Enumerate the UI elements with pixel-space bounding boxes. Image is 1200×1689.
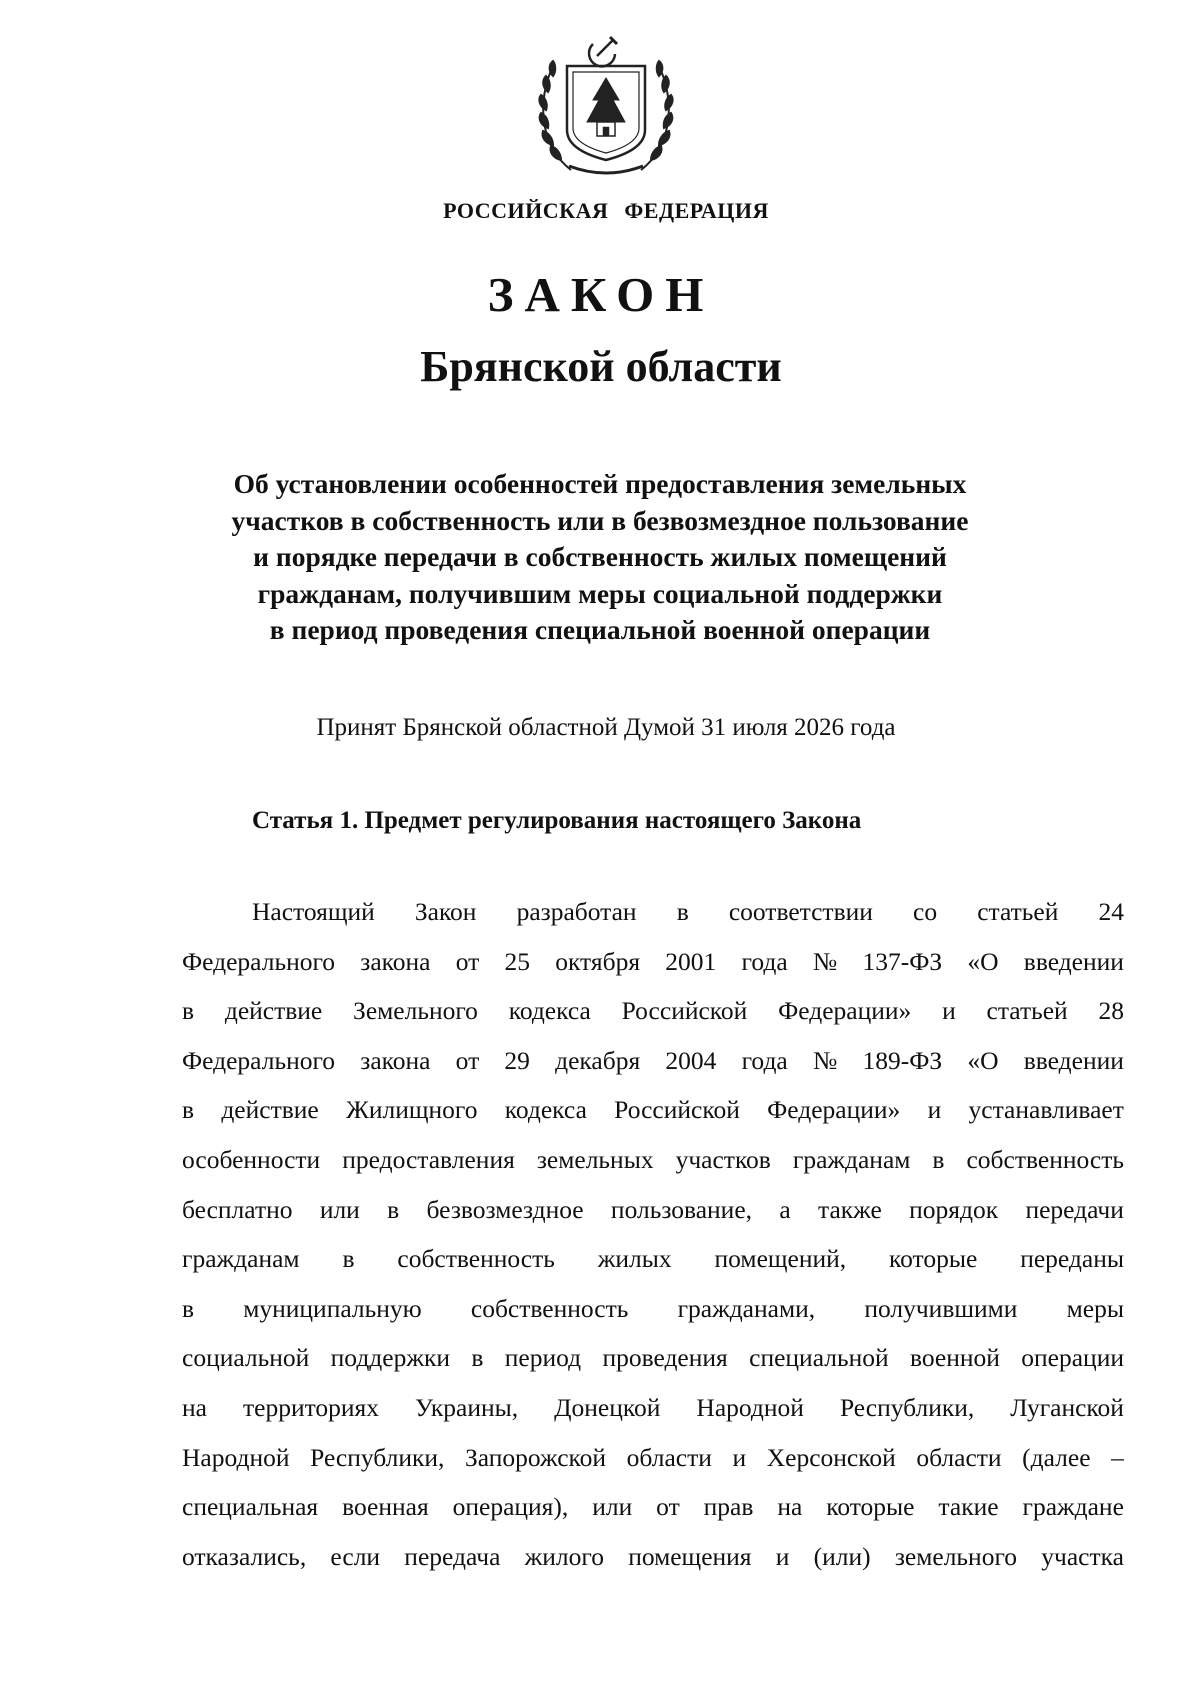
body-word: Федерального [182,946,336,976]
law-title-line: и порядке передачи в собственность жилых помещений [253,541,947,572]
body-word: Российской [621,996,748,1026]
body-word: № [812,946,838,976]
body-word: специальная [182,1492,319,1522]
body-word: в [182,996,195,1026]
body-word: которые [826,1492,915,1522]
body-word: действие [221,1095,319,1125]
body-word: Республики, [310,1442,445,1472]
body-word: кодекса [504,1095,587,1125]
body-word: операция), [452,1492,569,1522]
body-text-line [182,1293,1124,1343]
body-word: Федерации» [778,996,912,1026]
bryansk-coat-of-arms-icon [531,30,681,180]
body-word: прав [703,1492,754,1522]
law-title-line: Об установлении особенностей предоставления земельных [233,468,967,499]
body-text-line [182,1045,1124,1095]
body-word: военная [342,1492,429,1522]
body-word: Федерального [182,1045,336,1075]
body-word: отказались, [182,1541,307,1571]
body-text-line [182,946,1124,996]
body-word: от [656,1492,680,1522]
body-word: Российской [614,1095,740,1125]
law-title-line: гражданам, получившим меры социальной поддержки [257,577,943,609]
body-word: пользование, [610,1194,753,1224]
body-word: 24 [1098,897,1124,926]
body-word: поддержки [330,1343,450,1373]
body-word: статьей [977,897,1059,926]
body-text-line [182,1342,1124,1392]
body-word: октября [555,946,641,976]
body-word: помещения [628,1541,752,1571]
country-name: РОССИЙСКАЯ ФЕДЕРАЦИЯ [443,198,769,223]
body-word: Земельного [353,996,478,1026]
body-word: устанавливает [968,1095,1124,1125]
body-text-line [182,1243,1124,1293]
body-word: 2004 [665,1045,717,1075]
body-word: собственность [470,1293,629,1323]
body-word: в [676,897,689,926]
body-text-line [182,896,1124,946]
body-word: (далее [1022,1442,1091,1472]
body-word: переданы [1020,1244,1124,1274]
body-word: муниципальную [243,1293,422,1323]
body-word: 29 [504,1045,530,1075]
body-word: в [182,1293,195,1323]
body-word: или [592,1492,633,1522]
body-word: граждане [1022,1492,1124,1522]
body-word: Народной [182,1442,290,1472]
body-word: «О [967,1045,999,1075]
body-word: декабря [555,1045,641,1075]
body-word: проведения [602,1343,728,1373]
body-word: области [626,1442,712,1472]
body-word: такие [938,1492,999,1522]
body-word: передача [404,1541,501,1571]
region-heading: Брянской области [420,342,782,391]
body-word: и [942,996,956,1026]
law-title-line: участков в собственность или в безвозмездное пользование [231,504,969,536]
body-word: территориях [242,1392,380,1422]
body-word: Украины, [415,1392,519,1422]
body-word: кодекса [508,996,591,1026]
body-word: Федерации» [767,1095,901,1125]
body-word: в [387,1194,400,1224]
body-word: собственность [966,1144,1124,1174]
body-word: соответствии [728,897,873,926]
body-word: на [182,1392,207,1422]
body-text-line [182,1392,1124,1442]
body-word: жилых [597,1244,672,1274]
body-word: земельных [536,1144,654,1174]
body-word: в [342,1244,355,1274]
body-word: порядок [909,1194,999,1224]
body-word: от [455,1045,480,1075]
body-word: передачи [1025,1194,1124,1224]
body-word: Республики, [839,1392,975,1422]
body-word: № [812,1045,838,1075]
body-text-line [182,1144,1124,1194]
body-word: Донецкой [554,1392,661,1422]
body-word: получившими [864,1293,1018,1323]
body-word: специальной [749,1343,889,1373]
body-word: 28 [1098,996,1124,1026]
document-type-heading: ЗАКОН [487,267,715,322]
body-word: Херсонской [766,1442,896,1472]
body-word: 25 [504,946,531,976]
body-word: помещений, [714,1244,847,1274]
body-word: гражданам [182,1244,300,1274]
body-text-line [182,1442,1124,1492]
body-word: собственность [397,1244,555,1274]
body-word: Луганской [1010,1392,1124,1422]
body-word: или [319,1194,360,1224]
body-word: особенности [182,1144,321,1174]
body-word: введении [1023,1045,1124,1075]
body-word: введении [1023,946,1124,976]
body-word: меры [1066,1293,1124,1323]
body-word: жилого [524,1541,604,1571]
body-word: в [182,1095,195,1125]
body-word: от [455,946,480,976]
body-word: социальной [182,1343,310,1373]
body-word: в [932,1144,945,1174]
body-word: военной [909,1343,1000,1373]
body-word: области [916,1442,1002,1472]
body-word: статьей [986,996,1068,1026]
body-word: которые [889,1244,978,1274]
body-word: Настоящий [252,897,375,926]
body-text-line [182,1491,1124,1541]
body-word: земельного [894,1541,1018,1571]
body-word: года [741,946,788,976]
body-word: действие [224,996,323,1026]
body-word: закона [360,1045,431,1075]
body-word: гражданами, [677,1293,816,1323]
body-word: 189-ФЗ [862,1045,943,1075]
body-word: разработан [516,897,637,926]
body-word: в [471,1343,484,1373]
law-title-line: в период проведения специальной военной операции [269,614,931,645]
body-word: и [732,1442,747,1472]
body-word: операции [1021,1343,1124,1373]
body-word: со [913,897,938,926]
body-word: на [777,1492,803,1522]
body-word: участка [1041,1541,1124,1571]
body-word: участков [675,1144,771,1174]
body-word: закона [360,946,431,976]
body-text-line [182,1194,1124,1244]
body-word: период [504,1343,582,1373]
body-word: безвозмездное [426,1194,584,1224]
body-word: (или) [813,1541,871,1571]
body-word: гражданам [792,1144,911,1174]
article-heading: Статья 1. Предмет регулирования настоящего Закона [252,807,862,834]
body-word: также [818,1194,882,1224]
body-word: бесплатно [182,1194,293,1224]
body-word: Жилищного [346,1095,478,1125]
body-word: Народной [696,1392,804,1422]
body-word: Закон [414,897,477,926]
body-word: и [775,1541,790,1571]
adoption-note: Принят Брянской областной Думой 31 июля 2026 года [316,714,896,741]
body-word: 137-ФЗ [862,946,943,976]
body-text-line [182,995,1124,1045]
article-body [182,896,1124,1590]
body-text-line [182,1094,1124,1144]
body-word: года [741,1045,788,1075]
body-text-line [182,1541,1124,1591]
body-word: предоставления [342,1144,515,1174]
body-word: «О [967,946,999,976]
body-word: 2001 [665,946,717,976]
body-word: – [1111,1442,1124,1472]
body-word: а [779,1194,791,1224]
body-word: если [330,1541,381,1571]
body-word: и [927,1095,942,1125]
body-word: Запорожской [465,1442,607,1472]
law-title [180,466,1020,649]
